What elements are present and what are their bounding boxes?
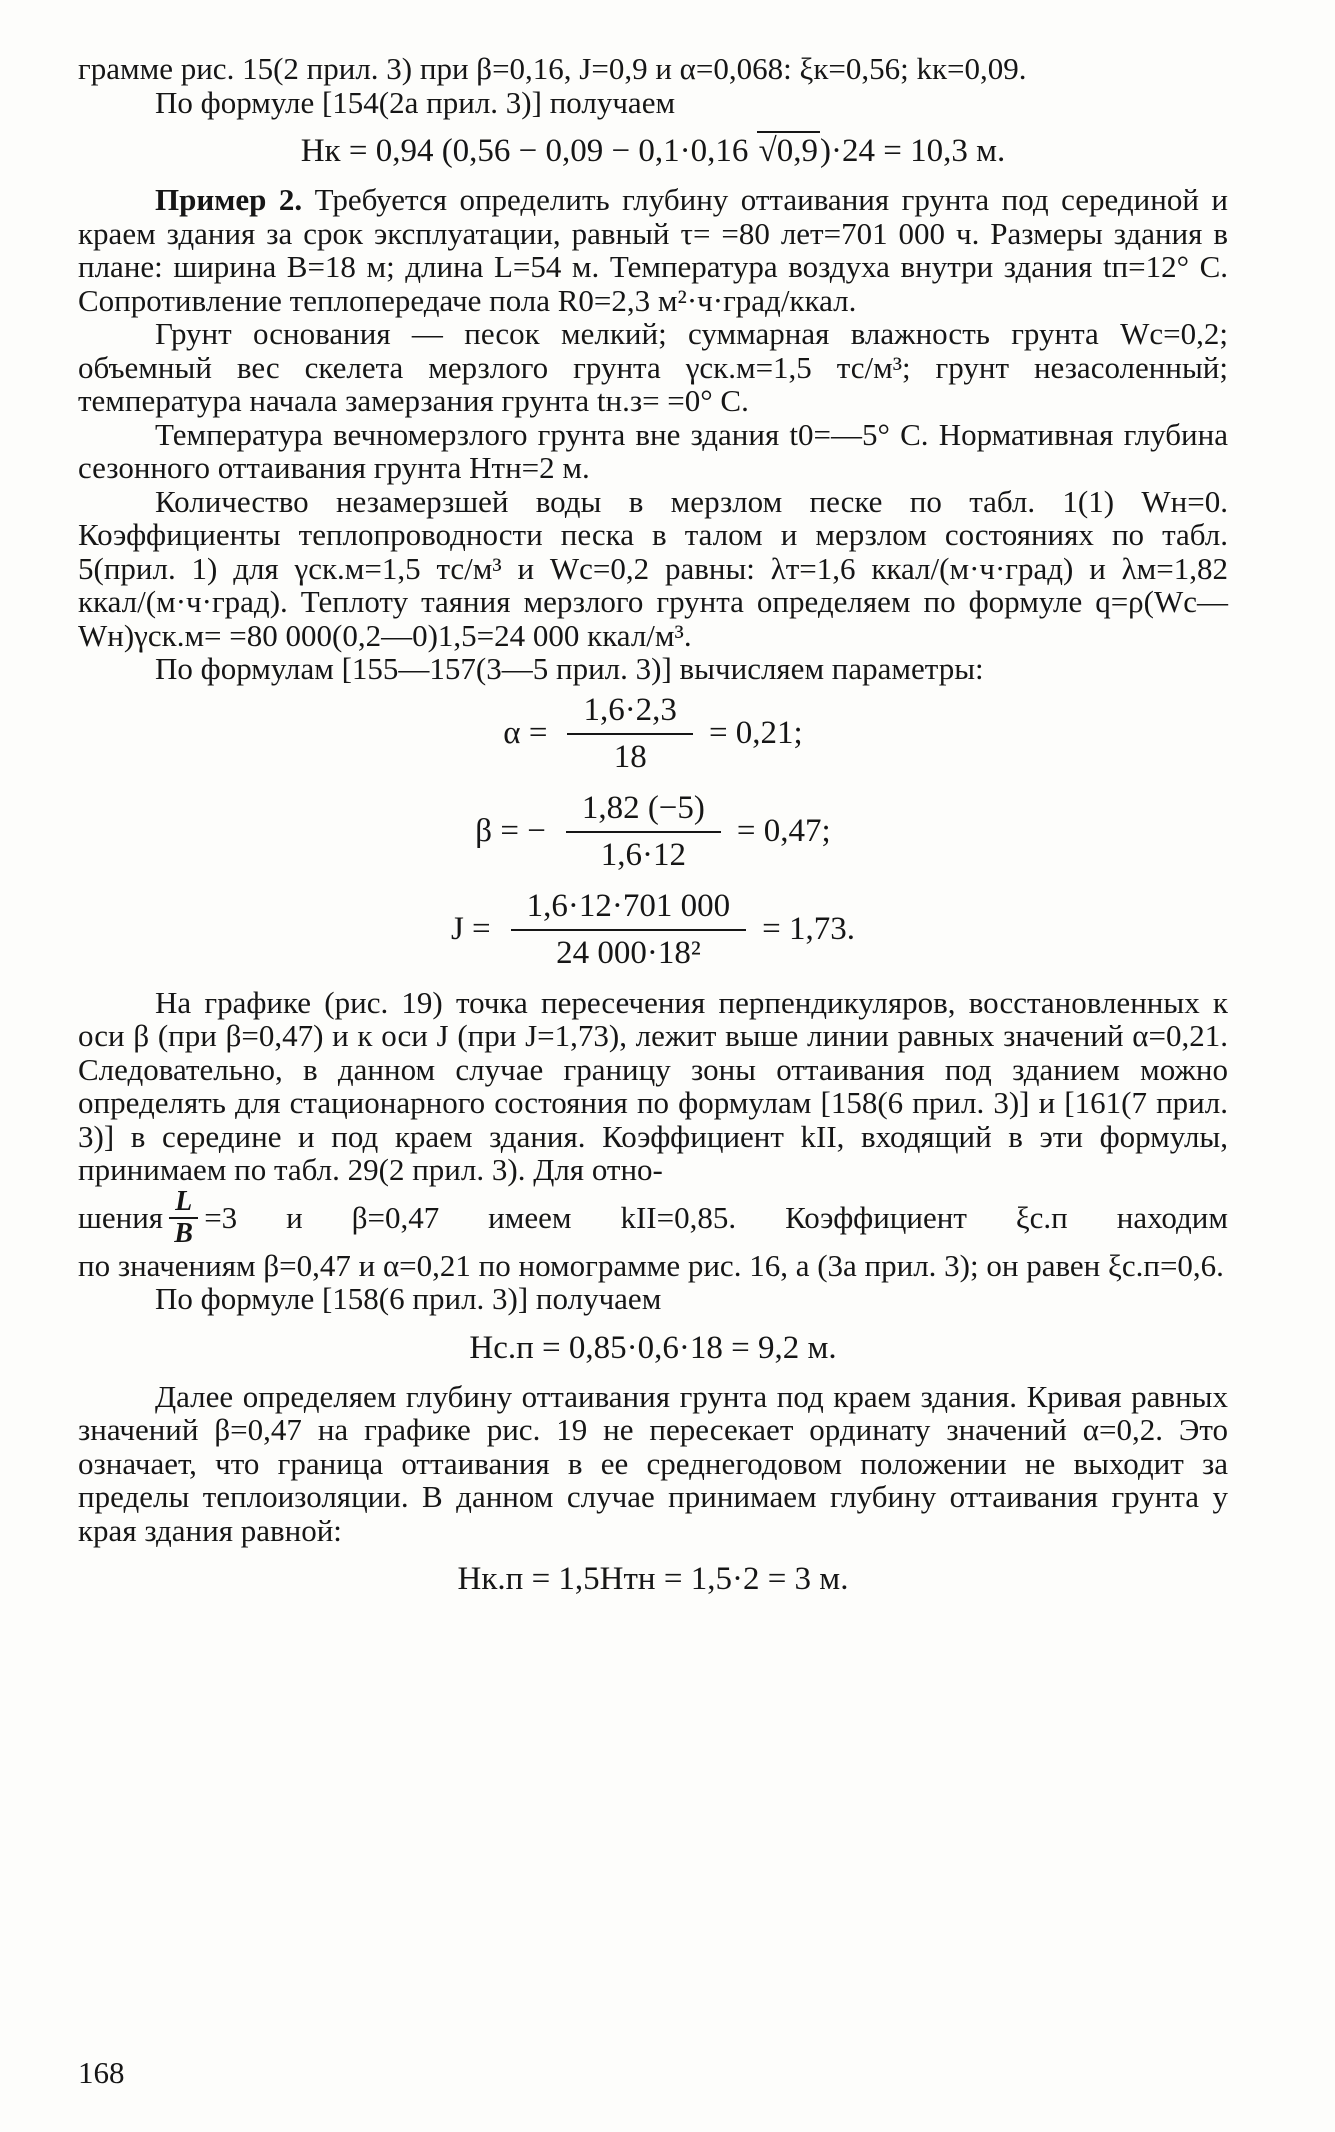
page-number: 168	[78, 2055, 125, 2090]
formula-alpha-rhs: = 0,21;	[708, 715, 803, 751]
formula-hk	[78, 129, 1228, 173]
formula-j-fraction	[511, 888, 746, 972]
paragraph-4: Температура вечномерзлого грунта вне здания t0=—5° С. Нормативная глубина сезонного оттаивания грунта Hтн=2 м.	[78, 416, 1228, 485]
formula-beta-lhs: β = −	[475, 813, 546, 849]
formula-hk-main: Hк = 0,94 (0,56 − 0,09 − 0,1·0,16	[300, 133, 749, 169]
ratio-line-start: шения	[78, 1199, 164, 1235]
paragraph-10: Далее определяем глубину оттаивания грунта под краем здания. Кривая равных значений β=0,47 на графике рис. 19 не пересекает ординату значений α=0,2. Это означает, что граница оттаивания в ее среднегодовом положении не выходит за пределы теплоизоляции. В данном случае принимаем глубину оттаивания грунта у края здания равной:	[78, 1378, 1228, 1548]
formula-alpha-lhs: α =	[503, 715, 548, 751]
example-text: Требуется определить глубину оттаивания грунта под серединой и краем здания за срок эксплуатации, равный τ= =80 лет=701 000 ч. Размеры здания в плане: ширина B=18 м; длина L=54 м. Температура воздуха внутри здания tп=12° С. Сопротивление теплопередаче пола R0=2,3 м²·ч·град/ккал.	[78, 182, 1228, 318]
formula-beta	[78, 790, 1228, 874]
formula-beta-rhs: = 0,47;	[736, 813, 831, 849]
paragraph-1: По формуле [154(2а прил. 3)] получаем	[155, 84, 676, 120]
formula-beta-numerator: 1,82 (−5)	[566, 790, 721, 833]
formula-hk-tail: )·24 = 10,3 м.	[820, 133, 1006, 169]
paragraph-0: грамме рис. 15(2 прил. 3) при β=0,16, J=0,9 и α=0,068: ξк=0,56; kк=0,09.	[78, 51, 1027, 86]
ratio-fraction	[169, 1187, 198, 1249]
paragraph-6: По формулам [155—157(3—5 прил. 3)] вычисляем параметры:	[155, 651, 984, 686]
formula-j-numerator: 1,6·12·701 000	[511, 888, 746, 931]
formula-hkp: Hк.п = 1,5Hтн = 1,5·2 = 3 м.	[457, 1561, 849, 1597]
formula-alpha	[78, 692, 1228, 776]
formula-hsp: Hс.п = 0,85·0,6·18 = 9,2 м.	[469, 1329, 837, 1366]
formula-j-lhs: J =	[450, 911, 491, 947]
formula-j-rhs: = 1,73.	[762, 911, 856, 947]
formula-alpha-denominator: 18	[613, 738, 647, 775]
formula-alpha-fraction	[567, 692, 693, 776]
paragraph-9: По формуле [158(6 прил. 3)] получаем	[155, 1281, 662, 1316]
paragraph-example-2	[78, 183, 1228, 317]
paragraph-3: Грунт основания — песок мелкий; суммарная влажность грунта Wc=0,2; объемный вес скелета мерзлого грунта γск.м=1,5 тс/м³; грунт незасоленный; температура начала замерзания грунта tн.з= =0° С.	[78, 316, 1228, 418]
ratio-denominator: B	[174, 1217, 193, 1249]
formula-beta-fraction	[566, 790, 721, 874]
ratio-numerator: L	[169, 1187, 198, 1219]
document-page	[78, 52, 1228, 1611]
formula-alpha-numerator: 1,6·2,3	[567, 692, 693, 735]
paragraph-7: На графике (рис. 19) точка пересечения перпендикуляров, восстановленных к оси β (при β=0,47) и к оси J (при J=1,73), лежит выше линии равных значений α=0,21. Следовательно, в данном случае границу зоны оттаивания под зданием можно определять для стационарного состояния по формулам [158(6 прил. 3)] и [161(7 прил. 3)] в середине и под краем здания. Коэффициент kII, входящий в эти формулы, принимаем по табл. 29(2 прил. 3). Для отно-	[78, 984, 1228, 1187]
ratio-line	[78, 1187, 1228, 1249]
paragraph-8: по значениям β=0,47 и α=0,21 по номограмме рис. 16, а (3а прил. 3); он равен ξс.п=0,6.	[78, 1247, 1224, 1283]
formula-beta-denominator: 1,6·12	[600, 836, 686, 873]
formula-j-denominator: 24 000·18²	[556, 934, 701, 971]
ratio-line-end: =3 и β=0,47 имеем kII=0,85. Коэффициент ξс.п находим	[204, 1199, 1228, 1235]
paragraph-5: Количество незамерзшей воды в мерзлом песке по табл. 1(1) Wн=0. Коэффициенты теплопроводности песка в талом и мерзлом состояниях по табл. 5(прил. 1) для γск.м=1,5 тс/м³ и Wc=0,2 равны: λт=1,6 ккал/(м·ч·град) и λм=1,82 ккал/(м·ч·град). Теплоту таяния мерзлого грунта определяем по формуле q=ρ(Wc—Wн)γск.м= =80 000(0,2—0)1,5=24 000 ккал/м³.	[78, 483, 1228, 653]
example-heading: Пример 2.	[155, 182, 303, 217]
formula-hk-sqrt: √0,9	[758, 133, 819, 169]
formula-j	[78, 888, 1228, 972]
